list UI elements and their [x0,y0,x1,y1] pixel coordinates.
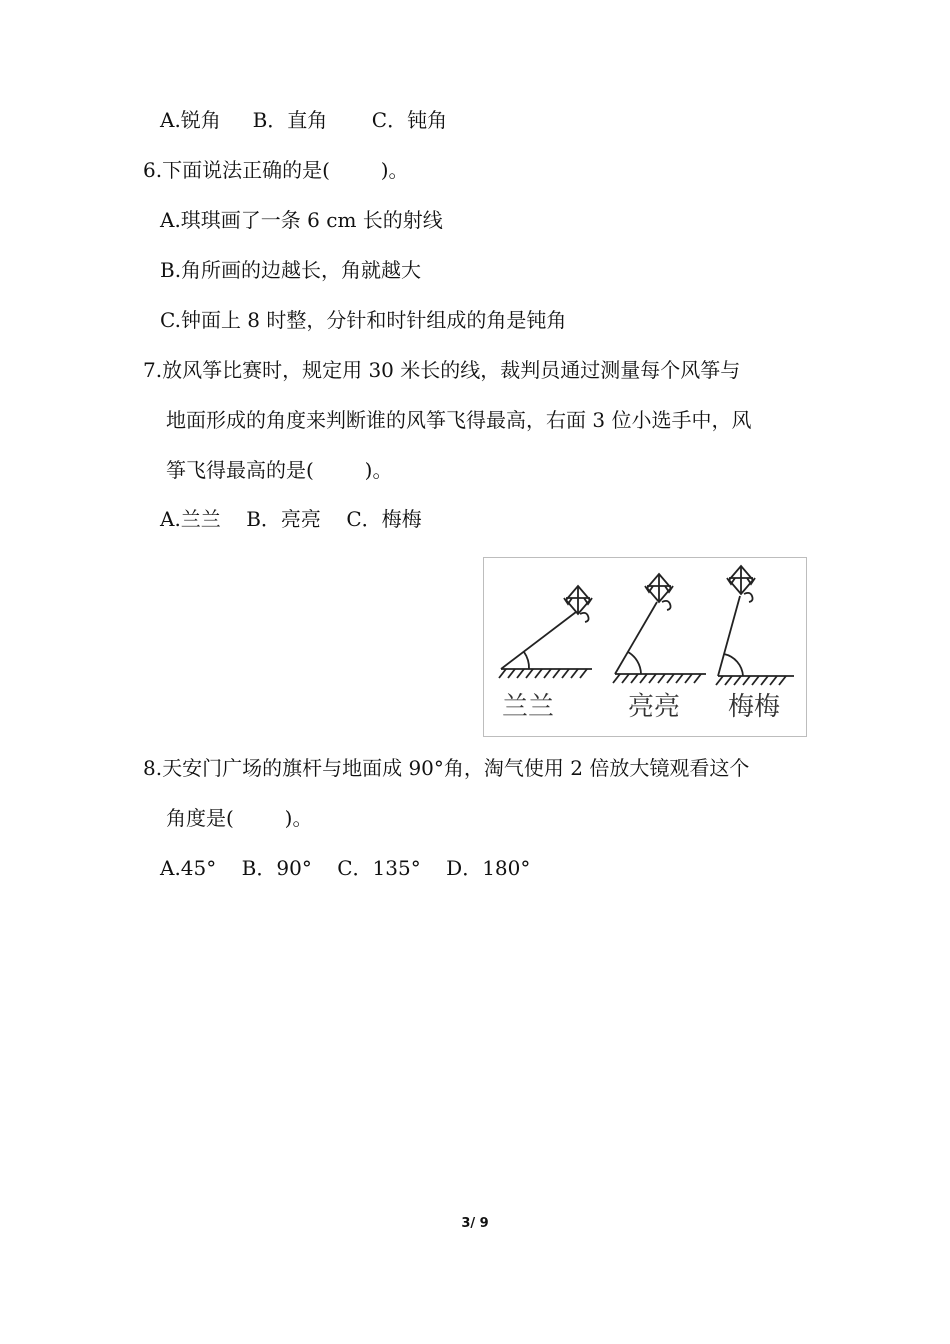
kite-lanlan [499,586,592,678]
kite-icon [727,566,755,602]
kite-meimei [716,566,794,685]
ground-hatch-icon [716,676,786,685]
angle-arc-icon [628,652,641,674]
ground-hatch-icon [499,669,587,678]
q8-stem-line-1: 8.天安门广场的旗杆与地面成 90°角，淘气使用 2 倍放大镜观看这个 [143,756,750,780]
kite-string-icon [501,612,576,669]
q8-options: A.45° B．90° C．135° D．180° [160,856,531,880]
angle-arc-icon [724,654,743,676]
q8-stem-line-2: 角度是( )。 [166,806,313,830]
q6-option-a: A.琪琪画了一条 6 cm 长的射线 [160,208,443,232]
q7-stem-line-2: 地面形成的角度来判断谁的风筝飞得最高，右面 3 位小选手中，风 [166,408,752,432]
q7-stem-line-3: 筝飞得最高的是( )。 [166,458,393,482]
q5-options: A.锐角 B．直角 C．钝角 [160,108,448,132]
q6-option-b: B.角所画的边越长，角就越大 [160,258,422,282]
ground-hatch-icon [613,674,701,683]
kite-label-meimei: 梅梅 [728,692,781,722]
q7-stem-line-1: 7.放风筝比赛时，规定用 30 米长的线，裁判员通过测量每个风筝与 [143,358,741,382]
q6-stem: 6.下面说法正确的是( )。 [143,158,409,182]
kite-figure [483,557,807,737]
kite-icon [564,586,592,622]
kite-label-liangliang: 亮亮 [628,692,681,722]
q7-options: A.兰兰 B．亮亮 C．梅梅 [160,507,422,531]
q6-option-c: C.钟面上 8 时整，分针和时针组成的角是钝角 [160,308,567,332]
kite-string-icon [615,602,657,674]
angle-arc-icon [524,652,529,669]
kite-label-lanlan: 兰兰 [502,692,555,722]
kite-liangliang [613,574,706,683]
kite-string-icon [718,596,740,676]
page-number: 3/ 9 [461,1216,489,1231]
kite-icon [645,574,673,610]
